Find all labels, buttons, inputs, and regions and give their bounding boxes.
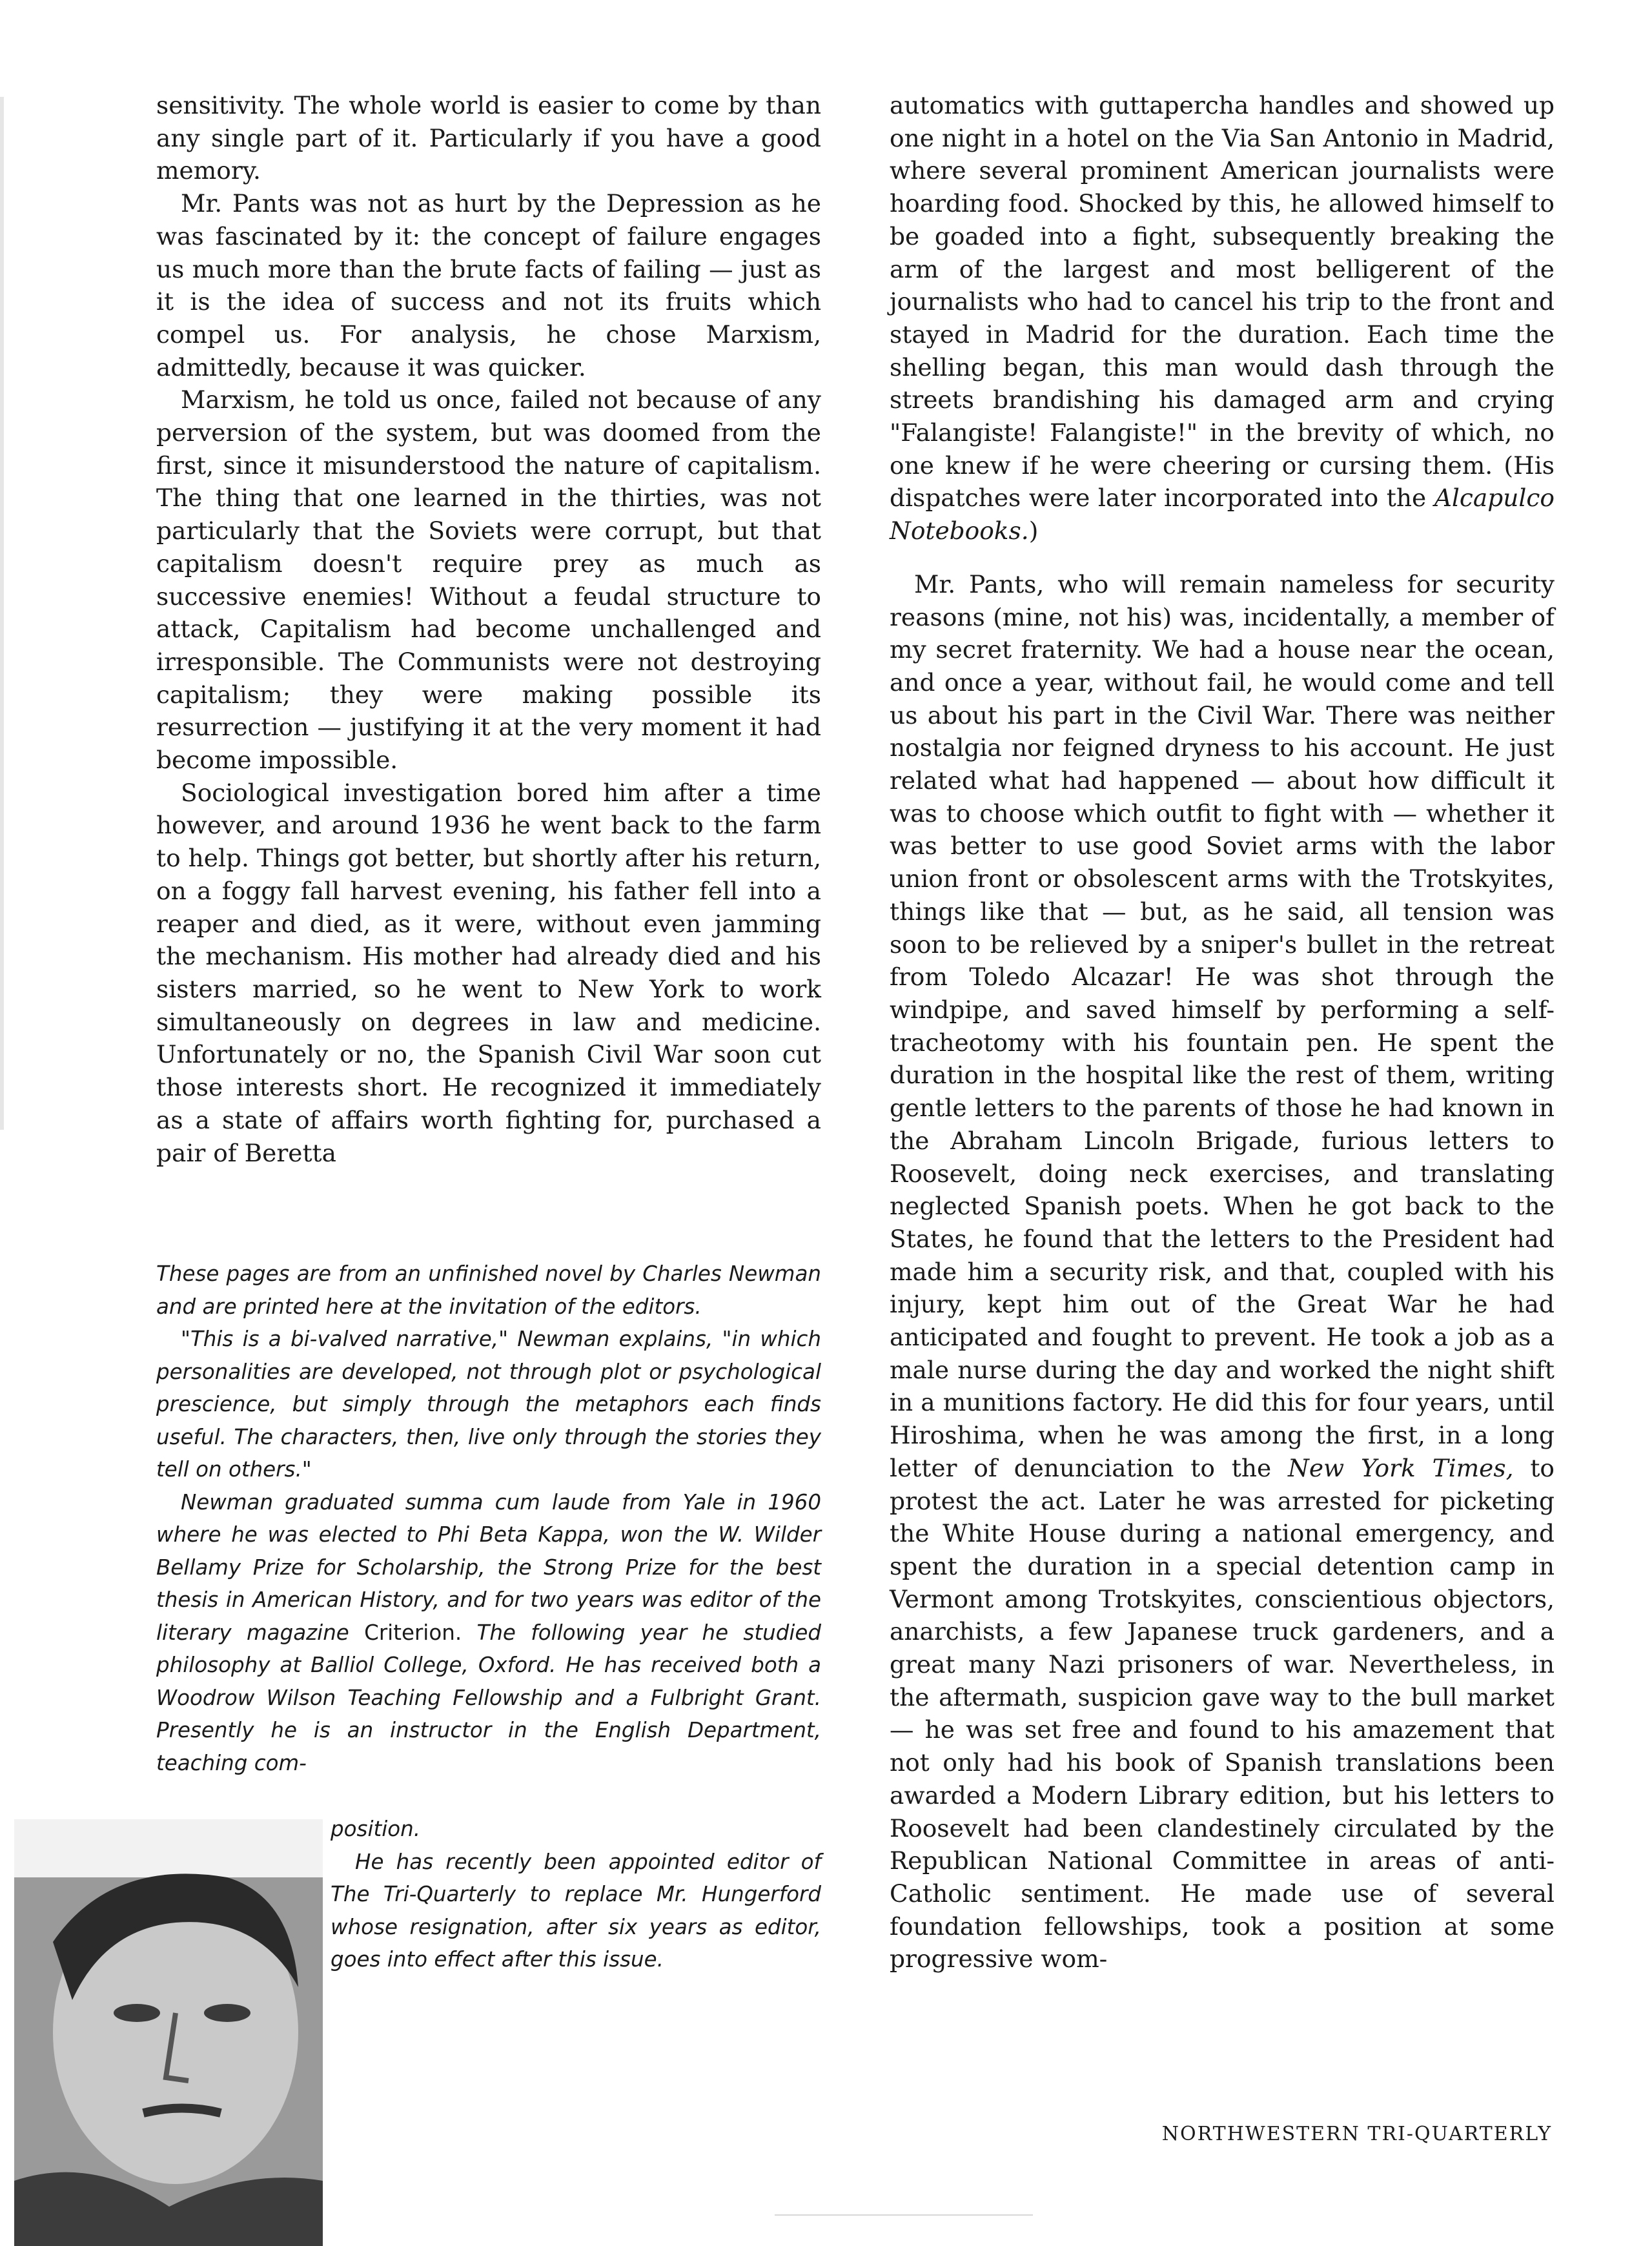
page-edge-shadow bbox=[0, 97, 4, 1130]
paragraph-text: automatics with guttapercha handles and showed up one night in a hotel on the Via San Antonio in Madrid, where several prominent American journalists were hoarding food. Shocked by this, he allowed himself to be goaded into a fight, subsequently breaking the arm of the largest and most belligerent of the journalists who had to cancel his trip to the front and stayed in Madrid for the duration. Each time the shelling began, this man would dash through the streets brandishing his damaged arm and crying "Falangiste! Falangiste!" in the brevity of which, no one knew if he were cheering or cursing them. (His dispatches were later incorporated into the bbox=[890, 91, 1555, 513]
note-text: The following year he studied philosophy at Balliol College, Oxford. He has received both a Woodrow Wilson Teaching Fellowship and a Fulbright Grant. Presently he is an instructor in the English Department, teaching com- bbox=[156, 1620, 821, 1775]
left-paragraph: Sociological investigation bored him after a time however, and around 1936 he went back to the farm to help. Things got better, but shortly after his return, on a foggy fall harvest evening, his father fell into a reaper and died, as it were, without even jamming the mechanism. His mother had already died and his sisters married, so he went to New York to work simultaneously on degrees in law and medicine. Unfortunately or no, the Spanish Civil War soon cut those interests short. He recognized it immediately as a state of affairs worth fighting for, purchased a pair of Beretta bbox=[156, 778, 821, 1167]
right-paragraph bbox=[890, 89, 1555, 547]
note-paragraph-tail: position. bbox=[331, 1817, 421, 1841]
left-text-column bbox=[156, 89, 821, 1169]
editor-note bbox=[156, 1258, 821, 1779]
magazine-title: Criterion. bbox=[364, 1620, 462, 1645]
editor-note-continued bbox=[331, 1813, 821, 1976]
running-footer: NORTHWESTERN TRI-QUARTERLY bbox=[1161, 2123, 1552, 2145]
note-paragraph: "This is a bi-valved narrative," Newman explains, "in which personalities are developed, not through plot or psychological prescience, but simply through the metaphors each finds useful. The characters, then, live only through the stories they tell on others." bbox=[156, 1327, 821, 1482]
left-paragraph: Marxism, he told us once, failed not because of any perversion of the system, but was doomed from the first, since it misunderstood the nature of capitalism. The thing that one learned in the thirties, was not particularly that the Soviets were corrupt, but that capitalism doesn't require prey as much as successive enemies! Without a feudal structure to attack, Capitalism had become unchallenged and irresponsible. The Communists were not destroying capitalism; they were making possible its resurrection — justifying it at the very moment it had become impossible. bbox=[156, 385, 821, 775]
note-paragraph bbox=[156, 1486, 821, 1780]
paragraph-text: Mr. Pants, who will remain nameless for security reasons (mine, not his) was, incidentally, a member of my secret fraternity. We had a house near the ocean, and once a year, without fail, he would come and tell us about his part in the Civil War. There was neither nostalgia nor feigned dryness to his account. He just related what had happened — about how difficult it was to choose which outfit to fight with — whether it was better to use good Soviet arms with the labor union front or obsolescent arms with the Trotskyites, things like that — but, as he said, all tension was soon to be relieved by a sniper's bullet in the retreat from Toledo Alcazar! He was shot through the windpipe, and saved himself by performing a self-tracheotomy with his fountain pen. He spent the duration in the hospital like the rest of them, writing gentle letters to the parents of those he had known in the Abraham Lincoln Brigade, furious letters to Roosevelt, doing neck exercises, and translating neglected Spanish poets. When he got back to the States, he found that the letters to the President had made him a security risk, and that, coupled with his injury, kept him out of the Great War he had anticipated and fought to prevent. He took a job as a male nurse during the day and worked the night shift in a munitions factory. He did this for four years, until Hiroshima, when he was among the first, in a long letter of denunciation to the bbox=[890, 569, 1555, 1482]
note-paragraph: He has recently been appointed editor of The Tri-Quarterly to replace Mr. Hungerford whose resignation, after six years as editor, goes into effect after this issue. bbox=[331, 1849, 821, 1972]
left-paragraph: Mr. Pants was not as hurt by the Depression as he was fascinated by it: the concept of failure engages us much more than the brute facts of failing — just as it is the idea of success and not its fruits which compel us. For analysis, he chose Marxism, admittedly, because it was quicker. bbox=[156, 189, 821, 382]
newspaper-title: New York Times, bbox=[1288, 1453, 1514, 1482]
right-text-column bbox=[890, 89, 1555, 1975]
note-paragraph: These pages are from an unfinished novel by Charles Newman and are printed here at the invitation of the editors. bbox=[156, 1261, 821, 1319]
note-text: Newman graduated summa cum laude from Yale in 1960 where he was elected to Phi Beta Kappa, won the W. Wilder Bellamy Prize for Scholarship, the Strong Prize for the best thesis in American History, and for two years was editor of the literary magazine bbox=[156, 1489, 821, 1645]
book-title: Alcapulco Notebooks. bbox=[890, 484, 1555, 546]
paragraph-text: to protest the act. Later he was arrested for picketing the White House during a national emergency, and spent the duration in a special detention camp in Vermont among Trotskyites, conscientious objectors, anarchists, a few Japanese truck gardeners, and a great many Nazi prisoners of war. Nevertheless, in the aftermath, suspicion gave way to the bull market — he was set free and found to his amazement that not only had his book of Spanish translations been awarded a Modern Library edition, but his letters to Roosevelt had been clandestinely circulated by the Republican National Committee in areas of anti-Catholic sentiment. He made use of several foundation fellowships, took a position at some progressive wom- bbox=[890, 1453, 1555, 1974]
author-photo bbox=[14, 1819, 323, 2246]
left-paragraph: sensitivity. The whole world is easier to come by than any single part of it. Particularly if you have a good memory. bbox=[156, 91, 821, 185]
right-paragraph bbox=[890, 568, 1555, 1975]
author-portrait-image bbox=[14, 1819, 323, 2246]
paragraph-text: ) bbox=[1028, 516, 1039, 546]
bottom-rule bbox=[775, 2214, 1033, 2216]
